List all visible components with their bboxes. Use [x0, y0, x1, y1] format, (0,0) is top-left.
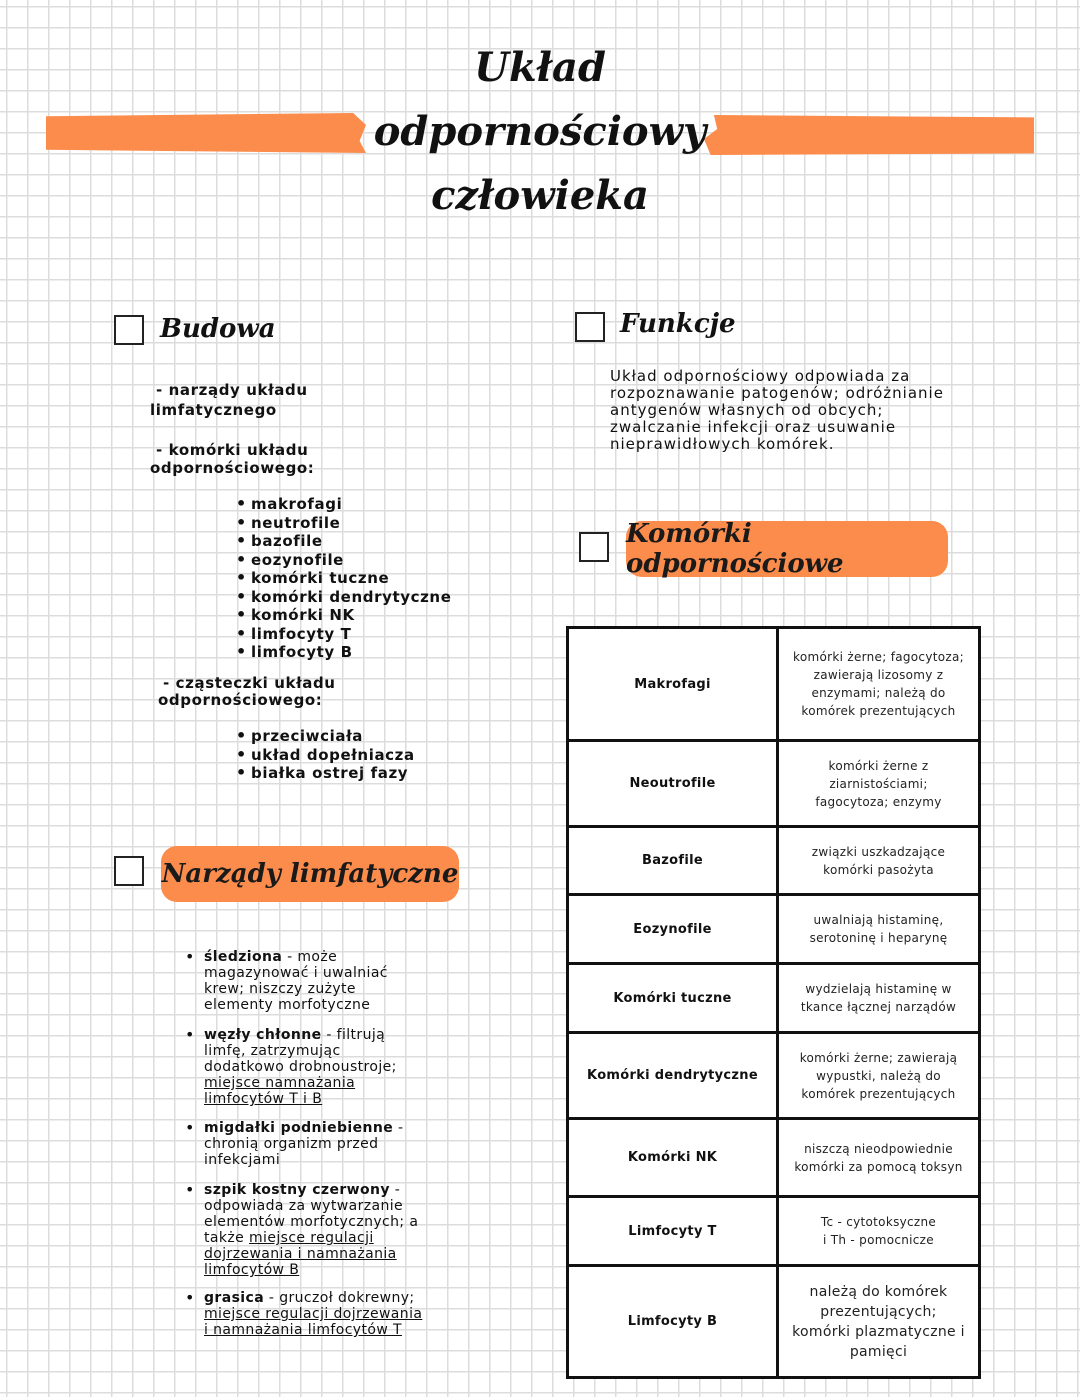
table-row — [568, 1119, 980, 1197]
budowa-heading: Budowa — [160, 314, 276, 344]
komorki-checkbox[interactable] — [579, 532, 609, 562]
cell-description: uwalniają histaminę, serotoninę i heparynę — [778, 895, 980, 964]
list-item: • limfocyty T — [236, 625, 451, 644]
list-item: • komórki tuczne — [236, 569, 451, 588]
bullet-icon: • — [185, 1025, 195, 1044]
funkcje-text: Układ odpornościowy odpowiada za rozpoznawanie patogenów; odróżnianie antygenów własnych od obcych; zwalczanie infekcji oraz usuwanie nieprawidłowych komórek. — [610, 367, 944, 453]
cell-description: wydzielają histaminę w tkance łącznej narządów — [778, 964, 980, 1033]
table-row — [568, 895, 980, 964]
bullet-icon: • — [185, 1180, 195, 1199]
cell-name: Neoutrofile — [568, 741, 778, 827]
table-row — [568, 1197, 980, 1266]
cell-description: niszczą nieodpowiednie komórki za pomocą toksyn — [778, 1119, 980, 1197]
narzady-heading: Narządy limfatyczne — [161, 846, 459, 902]
cell-name: Komórki dendrytyczne — [568, 1033, 778, 1119]
title-line-1: Układ — [474, 44, 606, 91]
cell-name: Limfocyty T — [568, 1197, 778, 1266]
bullet-icon: • — [185, 1118, 195, 1137]
table-row — [568, 964, 980, 1033]
bullet-icon: • — [185, 947, 195, 966]
list-item: • bazofile — [236, 532, 451, 551]
table-row — [568, 741, 980, 827]
table-row — [568, 1033, 980, 1119]
cell-name: Eozynofile — [568, 895, 778, 964]
cell-name: Limfocyty B — [568, 1266, 778, 1378]
budowa-item3-line2: odpornościowego: — [158, 691, 323, 709]
title-line-2: odpornościowy — [373, 108, 707, 155]
organ-wezly: • węzły chłonne - filtrują limfę, zatrzymując dodatkowo drobnoustroje; miejsce namnażania limfocytów T i B — [185, 1025, 397, 1107]
budowa-item1-line2: limfatycznego — [150, 401, 277, 419]
cell-description: związki uszkadzające komórki pasożyta — [778, 827, 980, 895]
cell-description: Tc - cytotoksyczne i Th - pomocnicze — [778, 1197, 980, 1266]
budowa-item2-line2: odpornościowego: — [150, 459, 315, 477]
cell-description: komórki żerne; zawierają wypustki, należą do komórek prezentujących — [778, 1033, 980, 1119]
funkcje-checkbox[interactable] — [575, 312, 605, 342]
list-item: • limfocyty B — [236, 643, 451, 662]
immune-cells-table — [566, 626, 981, 1379]
molecules-list — [236, 727, 415, 783]
cell-types-list — [236, 495, 451, 662]
funkcje-heading: Funkcje — [620, 309, 736, 339]
narzady-checkbox[interactable] — [114, 856, 144, 886]
list-item: • białka ostrej fazy — [236, 764, 415, 783]
table-row — [568, 628, 980, 741]
budowa-item1-line1: - narządy układu — [156, 381, 308, 399]
organ-name: śledziona — [204, 949, 283, 965]
list-item: • makrofagi — [236, 495, 451, 514]
komorki-heading: Komórki odpornościowe — [626, 521, 948, 577]
list-item: • komórki NK — [236, 606, 451, 625]
cell-name: Makrofagi — [568, 628, 778, 741]
list-item: • eozynofile — [236, 551, 451, 570]
cell-name: Komórki tuczne — [568, 964, 778, 1033]
cell-description: komórki żerne; fagocytoza; zawierają lizosomy z enzymami; należą do komórek prezentujących — [778, 628, 980, 741]
budowa-checkbox[interactable] — [114, 315, 144, 345]
cell-description: należą do komórek prezentujących; komórki plazmatyczne i pamięci — [778, 1266, 980, 1378]
bullet-icon: • — [185, 1288, 195, 1307]
table-row — [568, 827, 980, 895]
list-item: • przeciwciała — [236, 727, 415, 746]
organ-name: migdałki podniebienne — [204, 1120, 394, 1136]
list-item: • neutrofile — [236, 514, 451, 533]
title-line-3: człowieka — [431, 172, 649, 219]
budowa-item2-line1: - komórki układu — [156, 441, 309, 459]
cell-name: Komórki NK — [568, 1119, 778, 1197]
budowa-item3-line1: - cząsteczki układu — [163, 674, 336, 692]
organ-sledziona: • śledziona - może magazynować i uwalniać krew; niszczy zużyte elementy morfotyczne — [185, 947, 388, 1013]
table-row — [568, 1266, 980, 1378]
organ-name: węzły chłonne — [204, 1027, 322, 1043]
organ-name: grasica — [204, 1290, 265, 1306]
list-item: • komórki dendrytyczne — [236, 588, 451, 607]
cell-name: Bazofile — [568, 827, 778, 895]
organ-migdalki: • migdałki podniebienne - chronią organizm przed infekcjami — [185, 1118, 404, 1168]
organ-grasica: • grasica - gruczoł dokrewny; miejsce regulacji dojrzewania i namnażania limfocytów T — [185, 1288, 423, 1338]
organ-szpik: • szpik kostny czerwony - odpowiada za wytwarzanie elementów morfotycznych; a także miejsce regulacji dojrzewania i namnażania limfocytów B — [185, 1180, 419, 1278]
list-item: • układ dopełniacza — [236, 746, 415, 765]
organ-name: szpik kostny czerwony — [204, 1182, 390, 1198]
cell-description: komórki żerne z ziarnistościami; fagocytoza; enzymy — [778, 741, 980, 827]
